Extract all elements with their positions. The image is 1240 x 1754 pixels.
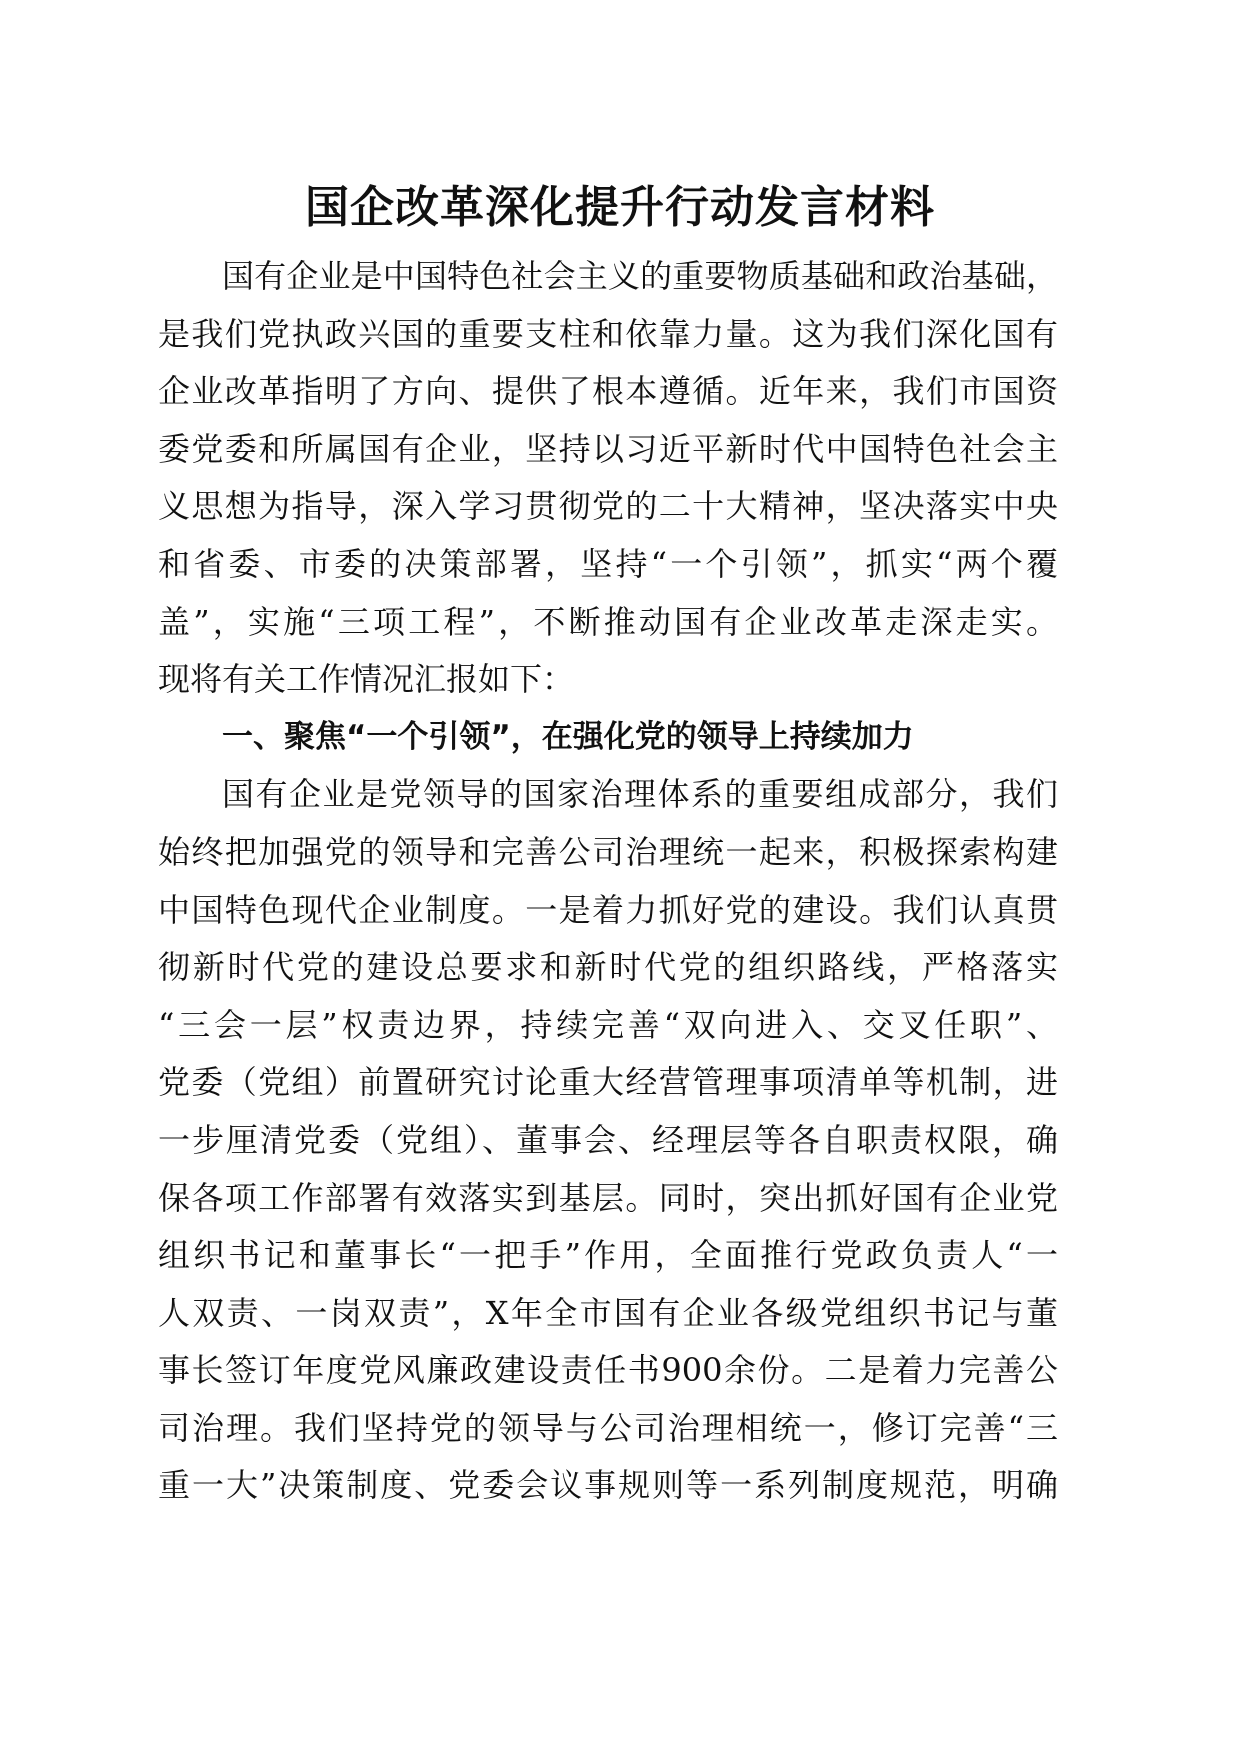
paragraph-2-line-12: 司治理。我们坚持党的领导与公司治理相统一，修订完善“三 (158, 1408, 1058, 1447)
paragraph-2-line-4: 彻新时代党的建设总要求和新时代党的组织路线，严格落实 (158, 948, 1058, 987)
paragraph-2-line-13: 重一大”决策制度、党委会议事规则等一系列制度规范，明确 (158, 1466, 1058, 1505)
paragraph-2-line-2: 始终把加强党的领导和完善公司治理统一起来，积极探索构建 (158, 832, 1058, 871)
paragraph-2-line-7: 一步厘清党委（党组）、董事会、经理层等各自职责权限，确 (158, 1120, 1058, 1159)
paragraph-1-line-7: 盖”，实施“三项工程”，不断推动国有企业改革走深走实。 (158, 602, 1058, 641)
paragraph-1-line-4: 委党委和所属国有企业，坚持以习近平新时代中国特色社会主 (158, 429, 1058, 468)
paragraph-2-line-11: 事长签订年度党风廉政建设责任书900余份。二是着力完善公 (158, 1351, 1058, 1390)
paragraph-1-line-8: 现将有关工作情况汇报如下： (158, 660, 575, 699)
paragraph-1-line-2: 是我们党执政兴国的重要支柱和依靠力量。这为我们深化国有 (158, 314, 1058, 353)
paragraph-1-line-6: 和省委、市委的决策部署，坚持“一个引领”，抓实“两个覆 (158, 544, 1058, 583)
paragraph-2-line-3: 中国特色现代企业制度。一是着力抓好党的建设。我们认真贯 (158, 890, 1058, 929)
paragraph-1-line-1: 国有企业是中国特色社会主义的重要物质基础和政治基础， (222, 257, 1058, 295)
paragraph-2-line-1: 国有企业是党领导的国家治理体系的重要组成部分，我们 (222, 775, 1058, 814)
document-body (158, 248, 1058, 1515)
paragraph-2-line-8: 保各项工作部署有效落实到基层。同时，突出抓好国有企业党 (158, 1178, 1058, 1217)
paragraph-2-line-10: 人双责、一岗双责”，X年全市国有企业各级党组织书记与董 (158, 1293, 1058, 1332)
paragraph-2-line-6: 党委（党组）前置研究讨论重大经营管理事项清单等机制，进 (158, 1063, 1058, 1102)
document-title: 国企改革深化提升行动发言材料 (305, 182, 935, 233)
paragraph-1-line-3: 企业改革指明了方向、提供了根本遵循。近年来，我们市国资 (158, 372, 1058, 411)
paragraph-2-line-5: “三会一层”权责边界，持续完善“双向进入、交叉任职”、 (158, 1005, 1058, 1044)
section-heading-1: 一、聚焦“一个引领”，在强化党的领导上持续加力 (222, 718, 914, 755)
paragraph-1-line-5: 义思想为指导，深入学习贯彻党的二十大精神，坚决落实中央 (158, 487, 1058, 526)
paragraph-2-line-9: 组织书记和董事长“一把手”作用，全面推行党政负责人“一 (158, 1236, 1058, 1275)
